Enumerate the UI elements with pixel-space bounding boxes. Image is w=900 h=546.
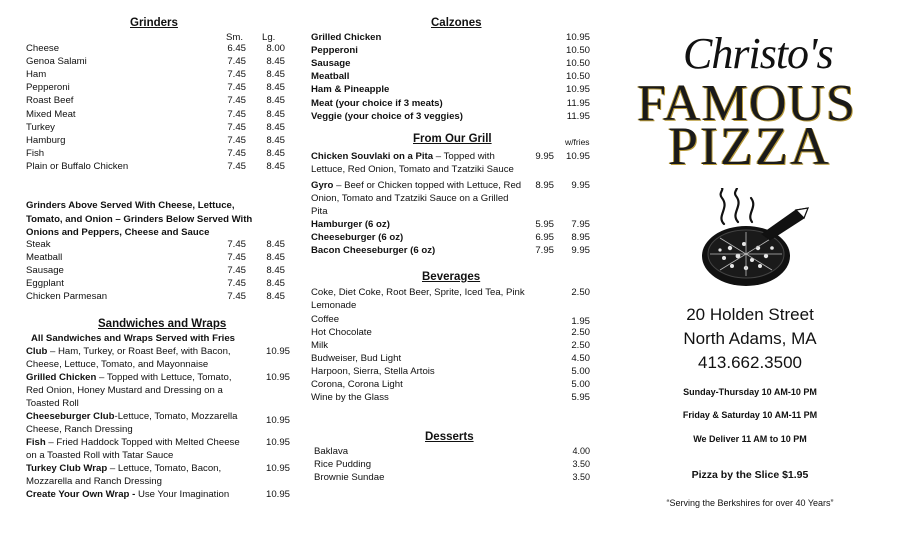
sandwich-item — [26, 410, 246, 436]
beverage-price: 5.00 — [571, 379, 590, 390]
size-small-header: Sm. — [226, 32, 244, 43]
sandwich-price: 10.95 — [265, 489, 290, 500]
beverage-price: 2.50 — [571, 287, 590, 298]
grinder-name: Ham — [26, 69, 47, 81]
grill-price-with-fries: 7.95 — [571, 219, 590, 230]
grinder-name: Fish — [26, 147, 45, 159]
grill-price-with-fries: 8.95 — [571, 232, 590, 243]
sandwich-price: 10.95 — [265, 463, 290, 474]
dessert-name: Baklava — [314, 446, 349, 457]
sandwich-item — [26, 488, 246, 501]
grinder-price-small: 7.45 — [227, 160, 246, 172]
address-street: 20 Holden Street — [686, 305, 814, 324]
grinder-name: Chicken Parmesan — [26, 291, 108, 303]
grinder-price-large: 8.45 — [266, 56, 285, 68]
grinder-name: Steak — [26, 239, 51, 250]
pizza-pan-icon — [700, 188, 812, 292]
sandwich-name: Grilled Chicken — [26, 372, 97, 383]
grinder-price-small: 7.45 — [227, 82, 246, 94]
beverage-price: 5.95 — [571, 392, 590, 403]
grill-item-name: Gyro — [311, 180, 334, 191]
grinder-name: Mixed Meat — [26, 108, 76, 120]
grinder-price-small: 7.45 — [227, 252, 246, 264]
size-large-header: Lg. — [262, 32, 276, 43]
grinder-name: Meatball — [26, 252, 63, 264]
grill-price: 5.95 — [535, 219, 554, 230]
grinder-price-large: 8.45 — [266, 239, 285, 250]
sandwich-name: Cheeseburger Club — [26, 411, 115, 422]
sandwich-description: – Topped with Lettuce, Tomato, Red Onion, Honey Mustard and Dressing on a Toasted Roll — [26, 372, 232, 409]
beverage-name: Hot Chocolate — [311, 327, 372, 338]
dessert-name: Rice Pudding — [314, 459, 372, 470]
grinder-price-small: 7.45 — [227, 69, 246, 81]
grill-price: 8.95 — [535, 180, 554, 191]
sandwich-description: Use Your Imagination — [137, 489, 230, 500]
sandwich-description: -Lettuce, Tomato, Mozzarella Cheese, Ranch Dressing — [26, 411, 238, 435]
pizza-slice-price: Pizza by the Slice $1.95 — [691, 469, 809, 481]
calzone-price: 11.95 — [566, 110, 590, 122]
beverage-name: Harpoon, Sierra, Stella Artois — [311, 366, 435, 377]
sandwich-description: – Lettuce, Tomato, Bacon, Mozzarella and Ranch Dressing — [26, 463, 222, 487]
delivery-hours: We Deliver 11 AM to 10 PM — [693, 434, 807, 444]
beverage-name: Wine by the Glass — [311, 392, 389, 403]
sandwich-description: – Fried Haddock Topped with Melted Cheese on a Toasted Roll with Tatar Sauce — [26, 437, 240, 461]
calzone-price: 10.95 — [565, 84, 590, 96]
sandwich-item — [26, 462, 246, 488]
grinder-price-large: 8.45 — [266, 265, 285, 277]
grinder-name: Eggplant — [26, 278, 64, 290]
beverage-price: 1.95 — [571, 316, 590, 327]
beverage-name: Budweiser, Bud Light — [311, 353, 402, 364]
address-city: North Adams, MA — [683, 329, 817, 348]
beverage-name: Coke, Diet Coke, Root Beer, Sprite, Iced Tea, Pink Lemonade — [311, 287, 525, 311]
grill-price-with-fries: 9.95 — [571, 180, 590, 191]
calzone-name: Ham & Pineapple — [311, 84, 390, 96]
grinder-price-small: 6.45 — [227, 43, 246, 54]
dessert-name: Brownie Sundae — [314, 472, 385, 483]
grinder-price-large: 8.45 — [266, 134, 285, 146]
grill-item — [311, 150, 526, 176]
grinder-price-large: 8.45 — [266, 147, 285, 159]
grinder-price-large: 8.45 — [266, 160, 285, 172]
sandwich-name: Create Your Own Wrap - — [26, 489, 138, 500]
calzones-heading: Calzones — [431, 17, 482, 29]
grinders-note: Grinders Above Served With Cheese, Lettuce, Tomato, and Onion – Grinders Below Served With Onions and Peppers, Cheese and Sauce — [26, 200, 253, 238]
calzone-name: Pepperoni — [311, 45, 358, 57]
calzone-name: Sausage — [311, 58, 351, 70]
sandwich-price: 10.95 — [265, 372, 290, 383]
beverage-name: Coffee — [311, 314, 340, 325]
sandwich-name: Fish — [26, 437, 46, 448]
grinder-price-large: 8.45 — [266, 278, 285, 290]
grinder-price-large: 8.45 — [266, 121, 285, 133]
logo-famous: FAMOUS — [637, 75, 856, 132]
grinder-name: Genoa Salami — [26, 56, 87, 68]
calzone-price: 10.95 — [565, 32, 590, 43]
grinder-price-large: 8.45 — [266, 82, 285, 94]
logo-pizza: PIZZA — [668, 116, 831, 176]
grinder-price-large: 8.00 — [266, 43, 285, 54]
grill-heading: From Our Grill — [413, 133, 492, 145]
grinder-price-large: 8.45 — [266, 252, 285, 264]
beverages-heading: Beverages — [422, 271, 481, 283]
calzone-name: Veggie (your choice of 3 veggies) — [311, 110, 463, 122]
grill-price-with-fries: 10.95 — [565, 151, 590, 162]
grill-item — [311, 231, 526, 244]
dessert-price: 3.50 — [572, 459, 590, 469]
grinder-price-small: 7.45 — [227, 134, 246, 146]
calzone-price: 10.50 — [565, 45, 590, 57]
desserts-heading: Desserts — [425, 431, 474, 443]
logo-script-name: Christo's — [683, 29, 833, 78]
hours-weekend: Friday & Saturday 10 AM-11 PM — [682, 410, 818, 420]
grinder-name: Cheese — [26, 43, 60, 54]
grinder-name: Pepperoni — [26, 82, 70, 94]
grinder-price-small: 7.45 — [227, 108, 246, 120]
sandwich-description: – Ham, Turkey, or Roast Beef, with Bacon, Cheese, Lettuce, Tomato, and Mayonnaise — [26, 346, 231, 370]
phone-number: 413.662.3500 — [698, 353, 802, 372]
grill-item-description: – Topped with Lettuce, Red Onion, Tomato and Tzatziki Sauce — [311, 151, 514, 175]
calzone-price: 10.50 — [565, 71, 590, 83]
grill-item-description: – Beef or Chicken topped with Lettuce, Red Onion, Tomato and Tzatziki Sauce on a Grilled Pita — [311, 180, 522, 217]
dessert-price: 4.00 — [572, 446, 590, 456]
calzone-name: Meatball — [311, 71, 350, 83]
sandwiches-heading: Sandwiches and Wraps — [98, 318, 227, 330]
beverage-name: Corona, Corona Light — [311, 379, 403, 390]
slogan: “Serving the Berkshires for over 40 Years” — [666, 498, 834, 508]
grinder-price-large: 8.45 — [266, 291, 285, 303]
grill-item — [311, 244, 526, 257]
hours-weekday: Sunday-Thursday 10 AM-10 PM — [683, 387, 817, 397]
grill-price-with-fries: 9.95 — [571, 245, 590, 256]
grinders-heading: Grinders — [130, 17, 178, 29]
grill-item — [311, 179, 526, 218]
calzone-name: Grilled Chicken — [311, 32, 382, 43]
grinder-name: Hamburg — [26, 134, 66, 146]
grill-item-name: Bacon Cheeseburger (6 oz) — [311, 245, 436, 256]
grinder-name: Plain or Buffalo Chicken — [26, 160, 129, 172]
grill-price: 6.95 — [535, 232, 554, 243]
grinder-price-small: 7.45 — [227, 95, 246, 107]
beverage-price: 5.00 — [571, 366, 590, 377]
sandwich-name: Turkey Club Wrap — [26, 463, 108, 474]
grinder-price-large: 8.45 — [266, 95, 285, 107]
grill-price: 7.95 — [535, 245, 554, 256]
sandwich-item — [26, 371, 246, 410]
fries-column-header: w/fries — [565, 137, 590, 147]
beverage-price: 4.50 — [571, 353, 590, 364]
grill-price: 9.95 — [535, 151, 554, 162]
grinder-name: Turkey — [26, 121, 55, 133]
sandwich-price: 10.95 — [265, 415, 290, 426]
dessert-price: 3.50 — [572, 472, 590, 482]
grinder-name: Roast Beef — [26, 95, 74, 107]
grinder-price-small: 7.45 — [227, 265, 246, 277]
grinder-price-large: 8.45 — [266, 69, 285, 81]
beverage-name: Milk — [311, 340, 329, 351]
sandwich-item — [26, 436, 246, 462]
sandwich-item — [26, 345, 246, 371]
grinder-price-large: 8.45 — [266, 108, 285, 120]
sandwiches-subtitle: All Sandwiches and Wraps Served with Fries — [31, 333, 236, 344]
grinder-price-small: 7.45 — [227, 121, 246, 133]
grill-item-name: Hamburger (6 oz) — [311, 219, 390, 230]
sandwich-price: 10.95 — [265, 437, 290, 448]
beverage-price: 2.50 — [571, 327, 590, 338]
grinder-price-small: 7.45 — [227, 291, 246, 303]
calzone-name: Meat (your choice if 3 meats) — [311, 97, 443, 109]
grill-item-name: Chicken Souvlaki on a Pita — [311, 151, 434, 162]
calzone-price: 11.95 — [566, 97, 590, 109]
calzone-price: 10.50 — [565, 58, 590, 70]
grinder-name: Sausage — [26, 265, 64, 277]
sandwich-price: 10.95 — [265, 346, 290, 357]
grinder-price-small: 7.45 — [227, 239, 246, 250]
grill-item — [311, 218, 526, 231]
beverage-price: 2.50 — [571, 340, 590, 351]
grill-item-name: Cheeseburger (6 oz) — [311, 232, 404, 243]
sandwich-name: Club — [26, 346, 48, 357]
grinder-price-small: 7.45 — [227, 278, 246, 290]
grinder-price-small: 7.45 — [227, 147, 246, 159]
grinder-price-small: 7.45 — [227, 56, 246, 68]
